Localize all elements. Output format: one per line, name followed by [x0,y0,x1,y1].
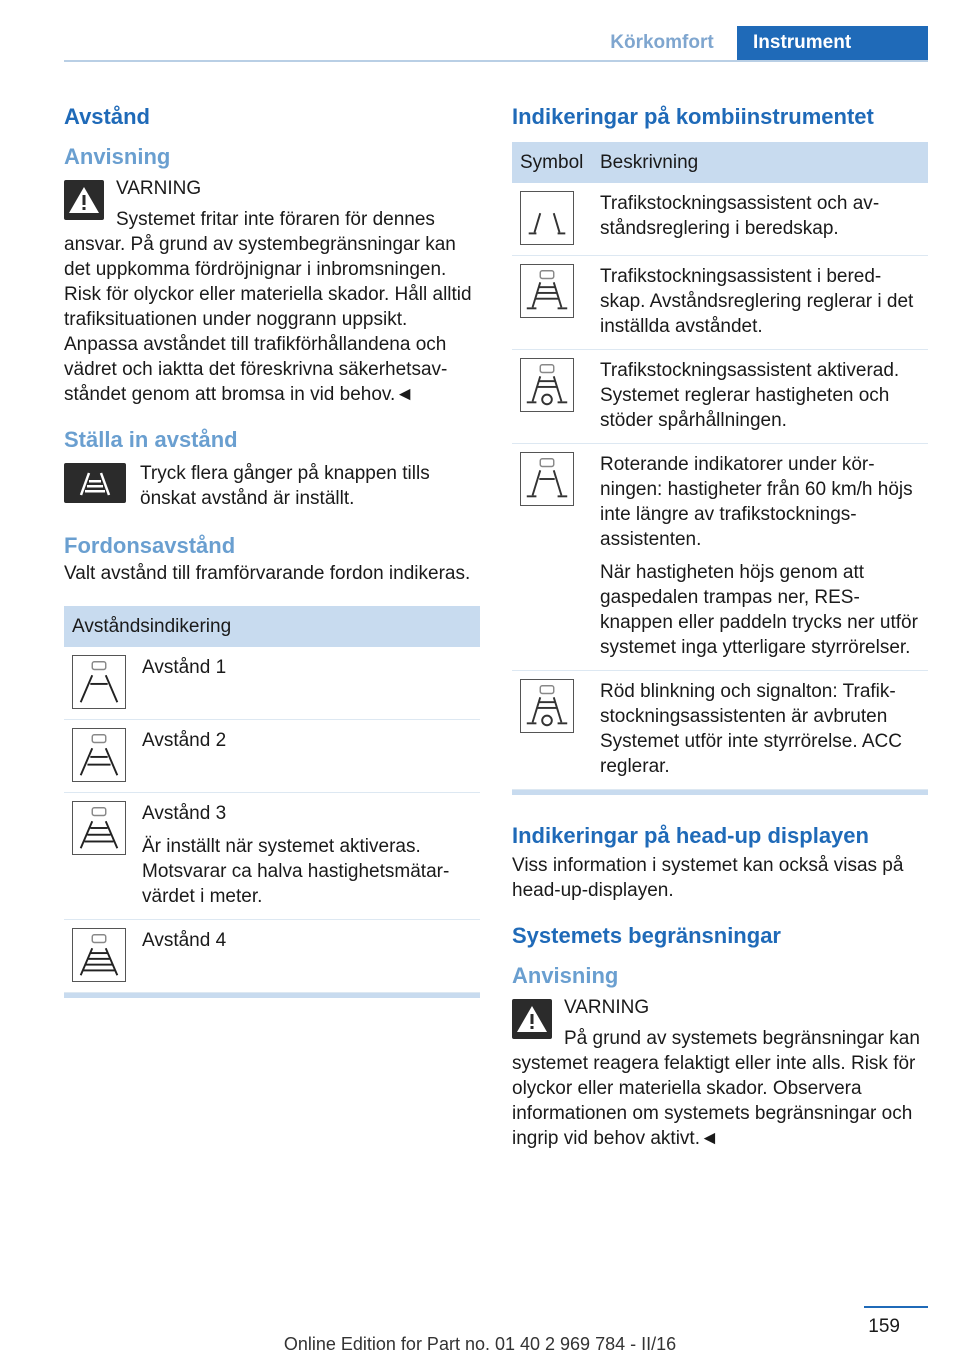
col-description: Beskrivning [592,142,928,183]
table-row [512,256,928,350]
warning-block [64,176,480,407]
distance-4-label: Avstånd 4 [134,920,480,993]
warning-label-right: VARNING [564,997,650,1018]
table-row [512,444,928,671]
lane-distance-icon [520,264,574,318]
table-row [64,720,480,793]
symbol-desc-4-extra: När hastigheten höjs genom att gaspedalen trampas ner, RES-knappen eller paddeln trycks ner utför systemet inga ytterligare styrrörelser. [600,562,918,658]
lane-active-icon [520,358,574,412]
col-symbol: Symbol [512,142,592,183]
symbol-desc-4: Roterande indikatorer under körningen: hastigheter från 60 km/h höjs inte längre av trafikstockningsassistenten. [600,454,913,550]
table-row [512,350,928,444]
distance-3-icon [72,801,126,855]
header-divider [64,60,928,62]
lane-abort-icon [520,679,574,733]
table-row [512,183,928,256]
vehicle-distance-text: Valt avstånd till framförvarande fordon indikeras. [64,563,471,584]
footer-divider [864,1306,928,1308]
set-distance-heading: Ställa in avstånd [64,427,238,452]
lane-ready-icon [520,191,574,245]
warning-block-right [512,995,928,1151]
section-title-avstand: Avstånd [64,104,150,129]
table-row [64,920,480,993]
warning-text: Systemet fritar inte föraren för dennes ansvar. På grund av systembegränsningar kan det uppkomma fördröjnignar i inbromsningen. Risk för olyckor eller materiella skador. Håll alltid trafiksituationen under noggrann uppsikt. Anpassa avståndet till trafikförhållandena och vädret och iaktta det föreskrivna säkerhetsavståndet genom att bromsa in vid behov.◄ [64,209,472,405]
page-number: 159 [868,1316,900,1337]
lane-rotating-icon [520,452,574,506]
symbol-desc-2: Trafikstockningsassistent i beredskap. Avståndsreglering reglerar i det inställda avståndet. [592,256,928,350]
tab-korkomfort[interactable]: Körkomfort [610,32,714,53]
distance-3-note: Är inställt när systemet aktiveras. Motsvarar ca halva hastighetsmätarvärdet i meter. [142,836,450,907]
distance-table-end [64,993,480,998]
warning-text-right: På grund av systemets begränsningar kan systemet reagera felaktigt eller inte alls. Risk för olyckor eller materiella skador. Observera informationen om systemets begränsningar och ingrip vid behov aktivt.◄ [512,1028,920,1149]
table-row [64,793,480,920]
distance-1-label: Avstånd 1 [134,647,480,720]
distance-table-header: Avståndsindikering [64,606,480,647]
distance-button-icon [64,463,126,503]
symbol-table-end [512,790,928,795]
set-distance-block [64,461,480,511]
anvisning-heading-right: Anvisning [512,963,619,988]
warning-label: VARNING [116,178,202,199]
distance-3-label: Avstånd 3 [142,803,227,824]
cluster-heading: Indikeringar på kombiinstrumentet [512,104,874,129]
hud-text: Viss information i systemet kan också visas på head-up-displayen. [512,855,904,901]
symbol-desc-1: Trafikstockningsassistent och avståndsreglering i beredskap. [592,183,928,256]
tab-instrument[interactable]: Instrument [737,26,928,62]
distance-2-label: Avstånd 2 [134,720,480,793]
symbol-table [512,142,928,790]
symbol-desc-3: Trafikstockningsassistent aktiverad. Systemet reglerar hastigheten och stöder spårhållningen. [592,350,928,444]
right-column [512,96,928,1151]
left-column [64,96,480,998]
warning-triangle-icon [64,180,104,220]
vehicle-distance-heading: Fordonsavstånd [64,533,236,558]
symbol-desc-4-cell [592,444,928,671]
anvisning-heading: Anvisning [64,144,171,169]
warning-triangle-icon [512,999,552,1039]
table-row [64,647,480,720]
distance-4-icon [72,928,126,982]
set-distance-text: Tryck flera gånger på knappen tills önskat avstånd är inställt. [140,463,430,509]
distance-table [64,606,480,993]
distance-2-icon [72,728,126,782]
edition-footer: Online Edition for Part no. 01 40 2 969 784 - II/16 [283,1334,677,1354]
distance-1-icon [72,655,126,709]
distance-3-cell [134,793,480,920]
hud-heading: Indikeringar på head-up displayen [512,823,869,848]
table-row [512,671,928,790]
limits-heading: Systemets begränsningar [512,923,781,948]
symbol-desc-5: Röd blinkning och signalton: Trafikstockningsassistenten är avbruten Systemet utför inte styrrörelse. ACC reglerar. [592,671,928,790]
